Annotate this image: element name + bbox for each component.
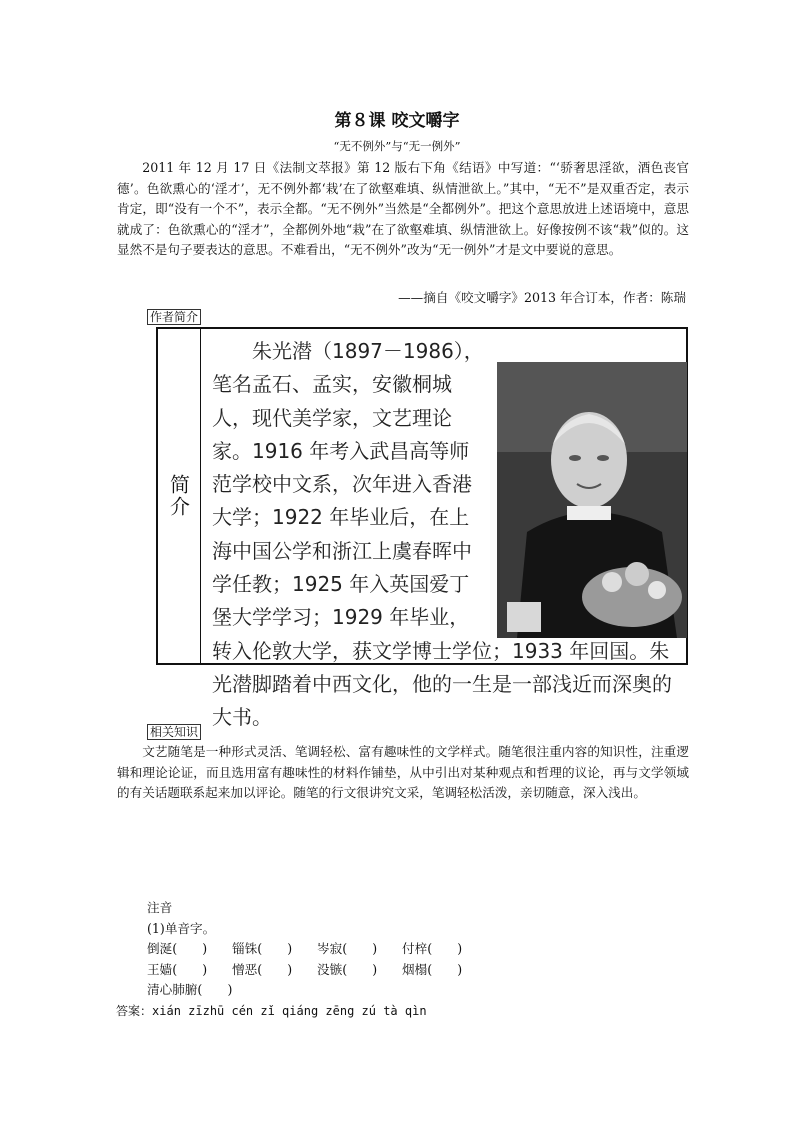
quote-source: ——摘自《咬文嚼字》2013 年合订本，作者：陈瑞 — [398, 290, 686, 305]
answer-text: xián zīzhū cén zǐ qiáng zēng zú tà qìn — [152, 1004, 427, 1018]
exercise-row-3 — [147, 980, 487, 1001]
intro-paragraph: 2011 年 12 月 17 日《法制文萃报》第 12 版右下角《结语》中写道：“‘骄奢思淫欲，酒色丧官德’。色欲熏心的‘淫才’，无不例外都‘栽’在了欲壑难填、纵情泄欲上。”其中，“无不”是双重否定，表示肯定，即“没有一个不”，表示全都。“无不例外”当然是“全都例外”。把这个意思放进上述语境中，意思就成了：色欲熏心的“淫才”，全都例外地“栽”在了欲壑难填、纵情泄欲上。好像按例不该“栽”似的。这显然不是句子要表达的意思。不难看出，“无不例外”改为“无一例外”才是文中要说的意思。 — [117, 160, 689, 257]
answer-label: 答案： — [116, 1004, 153, 1018]
exercise-row-2 — [147, 960, 487, 981]
exercise-item: 付梓( ) — [402, 941, 463, 956]
exercise-item: 烟榻( ) — [402, 961, 463, 977]
exercise-item: 倒涎( ) — [147, 941, 208, 956]
author-bio-text: 朱光潜（1897－1986），笔名孟石、孟实，安徽桐城人，现代美学家，文艺理论家。1916 年考入武昌高等师范学校中文系，次年进入香港大学；1922 年毕业后，在上海中国公学和浙江上虞春晖中学任教；1925 年入英国爱丁堡大学学习；1929 年毕业，转入伦敦大学，获文学博士学位；1933 年回国。朱光潜脚踏着中西文化，他的一生是一部浅近而深奥的大书。 — [212, 339, 672, 730]
exercise-section — [147, 898, 487, 1001]
exercise-item: 没镞( ) — [317, 961, 378, 977]
subtitle: “无不例外”与“无一例外” — [333, 139, 461, 153]
exercise-row-1 — [147, 939, 487, 960]
related-paragraph: 文艺随笔是一种形式灵活、笔调轻松、富有趣味性的文学样式。随笔很注重内容的知识性，注重逻辑和理论论证，而且选用富有趣味性的材料作铺垫，从中引出对某种观点和哲理的议论，再与文学领域的有关话题联系起来加以评论。随笔的行文很讲究文采，笔调轻松活泼，亲切随意，深入浅出。 — [117, 744, 689, 800]
exercise-item: 王嫱( ) — [147, 961, 208, 977]
exercise-item: 憎恶( ) — [232, 961, 293, 977]
exercise-item: 锱铢( ) — [232, 941, 293, 956]
exercise-sub: (1)单音字。 — [147, 920, 216, 936]
author-intro-tag: 作者简介 — [147, 309, 201, 325]
author-bio — [212, 335, 682, 735]
box-label-cell — [158, 329, 201, 663]
related-knowledge-tag: 相关知识 — [147, 724, 201, 740]
exercise-heading: 注音 — [147, 900, 173, 915]
author-intro-box — [156, 327, 688, 730]
answer-line — [116, 1002, 427, 1019]
box-label: 简介 — [166, 474, 191, 518]
exercise-item: 岑寂( ) — [317, 941, 378, 956]
page-title: 第８课 咬文嚼字 — [334, 111, 460, 131]
exercise-item: 清心肺腑( ) — [147, 982, 233, 997]
